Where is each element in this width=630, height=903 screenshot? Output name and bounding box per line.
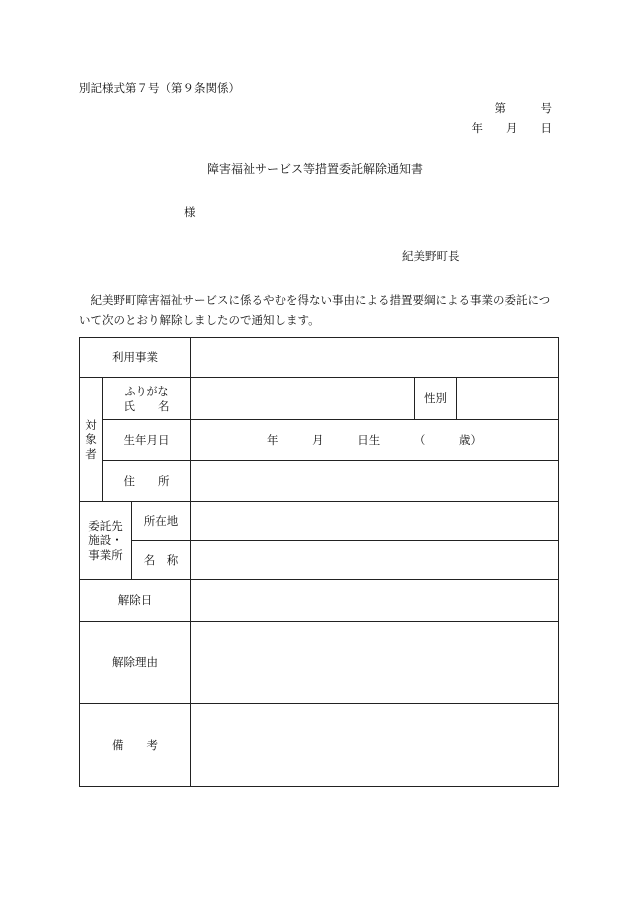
remarks-label: 備 考 — [80, 704, 191, 787]
service-value-cell[interactable] — [191, 338, 559, 378]
service-label: 利用事業 — [80, 338, 191, 378]
address-label: 住 所 — [103, 461, 191, 502]
release-date-row — [80, 580, 559, 622]
release-date-value-cell[interactable] — [191, 580, 559, 622]
facility-label: 委託先 施設・ 事業所 — [80, 502, 132, 580]
gender-label: 性別 — [415, 378, 457, 420]
facility-location-row — [80, 502, 559, 541]
location-value-cell[interactable] — [191, 502, 559, 541]
notice-body-text: 紀美野町障害福祉サービスに係るやむを得ない事由による措置要綱による事業の委託について次のとおり解除しましたので通知します。 — [79, 293, 551, 327]
facility-name-label: 名 称 — [132, 541, 191, 580]
birthdate-row — [80, 420, 559, 461]
remarks-row — [80, 704, 559, 787]
service-row — [80, 338, 559, 378]
issue-date-line: 年 月 日 — [471, 121, 552, 135]
gender-value-cell[interactable] — [457, 378, 559, 420]
age-label: 歳） — [459, 432, 483, 447]
name-value-cell[interactable] — [191, 378, 415, 420]
facility-name-value-cell[interactable] — [191, 541, 559, 580]
release-reason-value-cell[interactable] — [191, 622, 559, 704]
form-number-label: 別記様式第７号（第９条関係） — [79, 81, 240, 95]
target-person-label: 対 象 者 — [80, 378, 103, 502]
age-open-bracket: （ — [413, 432, 426, 447]
birthdate-label: 生年月日 — [103, 420, 191, 461]
document-title: 障害福祉サービス等措置委託解除通知書 — [206, 162, 423, 176]
location-label: 所在地 — [132, 502, 191, 541]
addressee-honorific: 様 — [184, 205, 196, 219]
facility-name-row — [80, 541, 559, 580]
name-row — [80, 378, 559, 420]
address-row — [80, 461, 559, 502]
address-value-cell[interactable] — [191, 461, 559, 502]
notice-form-table — [79, 337, 559, 787]
birthdate-value-cell[interactable] — [191, 420, 559, 461]
document-number-line: 第 号 — [494, 101, 552, 115]
furigana-label: ふりがな — [124, 384, 169, 398]
issuer-name: 紀美野町長 — [402, 249, 460, 263]
name-label-text: 氏 名 — [123, 398, 170, 413]
remarks-value-cell[interactable] — [191, 704, 559, 787]
release-date-label: 解除日 — [80, 580, 191, 622]
release-reason-row — [80, 622, 559, 704]
birth-day-label: 日生 — [357, 432, 381, 447]
birth-year-label: 年 — [267, 432, 279, 447]
release-reason-label: 解除理由 — [80, 622, 191, 704]
birth-month-label: 月 — [312, 432, 324, 447]
name-label — [103, 378, 191, 420]
